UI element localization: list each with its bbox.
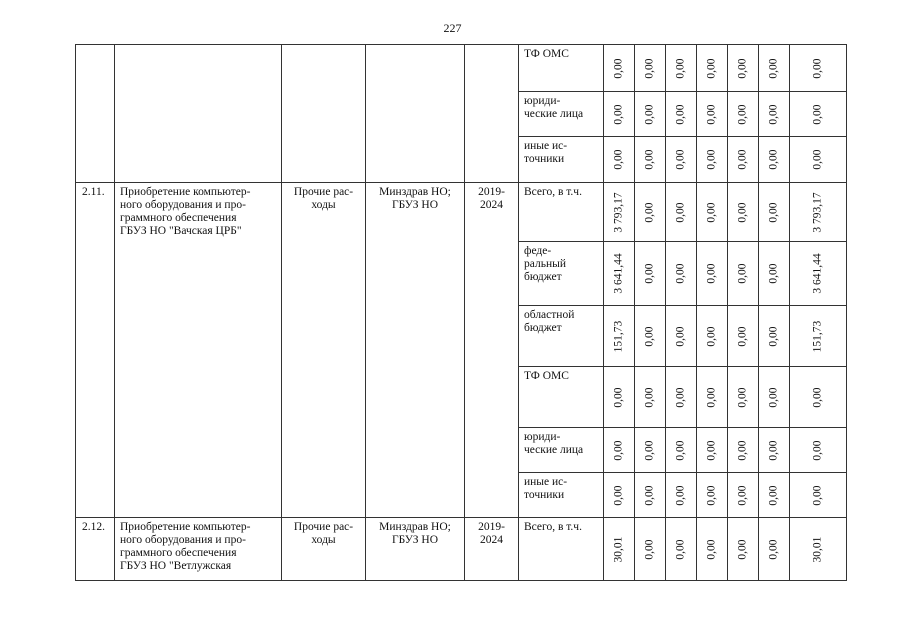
value-cell [635,306,666,367]
value-text: 0,00 [736,103,749,125]
value-cell [728,306,759,367]
value-cell [697,367,728,428]
period [465,183,519,518]
value-text: 0,00 [736,386,749,408]
funding-source [519,306,604,367]
value-cell [635,92,666,137]
value-cell [604,367,635,428]
value-cell [697,306,728,367]
row-number-text: 2.12. [82,521,105,533]
funding-source-text: феде- ральный бюджет [524,245,566,283]
value-cell [635,183,666,242]
value-text: 0,00 [767,263,780,284]
period-text: 2019- 2024 [478,186,505,211]
funding-source [519,45,604,92]
value-text: 0,00 [674,484,687,506]
value-text: 0,00 [736,149,749,170]
value-text: 0,00 [736,484,749,506]
value-text: 151,73 [612,320,625,352]
page-number: 227 [443,21,462,35]
table-row [76,518,847,581]
funding-source [519,92,604,137]
executor-text: Минздрав НО; ГБУЗ НО [379,186,451,211]
value-cell [790,183,847,242]
value-text: 0,00 [767,103,780,125]
value-text: 3 641,44 [811,253,824,294]
period [465,45,519,183]
value-text: 3 793,17 [612,191,625,233]
value-text: 0,00 [736,439,749,461]
value-cell [604,137,635,183]
value-text: 0,00 [674,439,687,461]
value-cell [635,473,666,518]
value-cell [666,518,697,581]
value-text: 0,00 [674,103,687,125]
value-cell [604,306,635,367]
measure-name-text: Приобретение компьютер- ного оборудования и про- граммного обеспечения ГБУЗ НО "Ветлужская [120,521,251,572]
value-cell [790,92,847,137]
funding-source [519,183,604,242]
value-text: 0,00 [705,149,718,170]
value-cell [790,518,847,581]
value-cell [728,428,759,473]
value-cell [697,137,728,183]
value-cell [759,45,790,92]
value-cell [728,242,759,306]
value-text: 0,00 [643,103,656,125]
value-text: 0,00 [736,57,749,79]
value-text: 0,00 [705,103,718,125]
expense-type [282,45,366,183]
value-cell [759,518,790,581]
value-cell [759,137,790,183]
table-row [76,45,847,92]
value-text: 0,00 [767,386,780,408]
value-text: 0,00 [767,201,780,223]
value-cell [666,367,697,428]
expense-type [282,518,366,581]
value-cell [604,473,635,518]
value-text: 0,00 [674,57,687,79]
value-cell [759,473,790,518]
measure-name [115,183,282,518]
value-text: 0,00 [736,325,749,347]
value-cell [604,183,635,242]
value-text: 0,00 [674,325,687,347]
value-text: 0,00 [811,439,824,461]
table-body [76,45,847,581]
value-text: 0,00 [705,386,718,408]
value-text: 0,00 [767,149,780,170]
value-cell [604,92,635,137]
executor-text: Минздрав НО; ГБУЗ НО [379,521,451,546]
executor [366,518,465,581]
table-row [76,183,847,242]
value-cell [697,92,728,137]
funding-source-text: ТФ ОМС [524,370,569,382]
value-cell [697,473,728,518]
value-text: 0,00 [811,103,824,125]
value-cell [604,45,635,92]
value-cell [604,242,635,306]
value-text: 0,00 [643,325,656,347]
value-text: 0,00 [612,439,625,461]
row-number-text: 2.11. [82,186,105,198]
value-cell [604,428,635,473]
value-text: 0,00 [767,484,780,506]
funding-source-text: юриди- ческие лица [524,431,584,456]
funding-source [519,367,604,428]
value-text: 0,00 [643,57,656,79]
value-cell [697,45,728,92]
expense-type-text: Прочие рас- ходы [293,521,354,546]
value-cell [759,92,790,137]
value-text: 0,00 [612,57,625,79]
value-cell [666,92,697,137]
value-cell [790,367,847,428]
value-cell [666,306,697,367]
value-cell [759,367,790,428]
value-text: 0,00 [612,103,625,125]
value-cell [697,183,728,242]
value-cell [790,242,847,306]
value-cell [790,137,847,183]
value-text: 0,00 [705,439,718,461]
value-text: 0,00 [811,149,824,170]
value-cell [790,428,847,473]
value-cell [697,242,728,306]
value-text: 30,01 [811,536,824,562]
value-text: 0,00 [643,263,656,284]
executor [366,45,465,183]
row-number [76,45,115,183]
value-text: 0,00 [643,538,656,560]
value-cell [635,137,666,183]
budget-table [75,44,847,581]
value-cell [666,45,697,92]
value-text: 0,00 [612,484,625,506]
funding-source-text: ТФ ОМС [524,48,569,60]
value-cell [635,428,666,473]
value-text: 0,00 [736,263,749,284]
value-text: 0,00 [612,149,625,170]
value-cell [635,367,666,428]
expense-type [282,183,366,518]
value-cell [728,367,759,428]
value-text: 0,00 [767,325,780,347]
value-text: 0,00 [674,201,687,223]
value-text: 0,00 [674,263,687,284]
funding-source [519,242,604,306]
value-text: 0,00 [705,263,718,284]
value-text: 0,00 [736,201,749,223]
value-cell [728,45,759,92]
value-cell [728,92,759,137]
value-text: 0,00 [811,484,824,506]
period-text: 2019- 2024 [478,521,505,546]
value-cell [666,242,697,306]
value-cell [604,518,635,581]
value-cell [666,183,697,242]
period [465,518,519,581]
value-text: 0,00 [705,538,718,560]
funding-source [519,518,604,581]
funding-source-text: иные ис- точники [524,476,568,501]
value-text: 0,00 [643,149,656,170]
funding-source-text: Всего, в т.ч. [524,186,582,198]
value-cell [728,183,759,242]
value-cell [697,428,728,473]
value-cell [666,137,697,183]
row-number [76,518,115,581]
funding-source-text: юриди- ческие лица [524,95,584,120]
value-text: 3 641,44 [612,253,625,294]
value-text: 0,00 [612,386,625,408]
value-cell [666,428,697,473]
value-text: 0,00 [767,57,780,79]
funding-source-text: иные ис- точники [524,140,568,165]
value-text: 0,00 [705,484,718,506]
funding-source [519,137,604,183]
value-cell [728,518,759,581]
value-text: 0,00 [767,538,780,560]
value-cell [635,518,666,581]
value-text: 0,00 [811,57,824,79]
value-cell [759,242,790,306]
value-text: 0,00 [643,484,656,506]
value-cell [728,473,759,518]
value-text: 0,00 [674,149,687,170]
value-text: 0,00 [705,201,718,223]
executor [366,183,465,518]
value-text: 30,01 [612,536,625,562]
value-cell [790,473,847,518]
value-text: 0,00 [674,386,687,408]
measure-name-text: Приобретение компьютер- ного оборудования и про- граммного обеспечения ГБУЗ НО "Вачская ЦРБ" [120,186,251,237]
value-cell [759,428,790,473]
value-cell [666,473,697,518]
value-text: 0,00 [736,538,749,560]
value-cell [728,137,759,183]
row-number [76,183,115,518]
expense-type-text: Прочие рас- ходы [293,186,354,211]
value-text: 0,00 [811,386,824,408]
value-text: 0,00 [643,439,656,461]
value-cell [759,306,790,367]
value-text: 3 793,17 [811,191,824,233]
value-cell [790,306,847,367]
value-text: 0,00 [643,386,656,408]
value-text: 0,00 [705,57,718,79]
value-text: 151,73 [811,320,824,352]
funding-source [519,473,604,518]
value-text: 0,00 [767,439,780,461]
value-text: 0,00 [643,201,656,223]
value-cell [697,518,728,581]
funding-source-text: областной бюджет [524,309,575,334]
value-cell [635,45,666,92]
value-text: 0,00 [705,325,718,347]
measure-name [115,45,282,183]
funding-source [519,428,604,473]
value-cell [635,242,666,306]
funding-source-text: Всего, в т.ч. [524,521,582,533]
value-text: 0,00 [674,538,687,560]
measure-name [115,518,282,581]
value-cell [790,45,847,92]
value-cell [759,183,790,242]
